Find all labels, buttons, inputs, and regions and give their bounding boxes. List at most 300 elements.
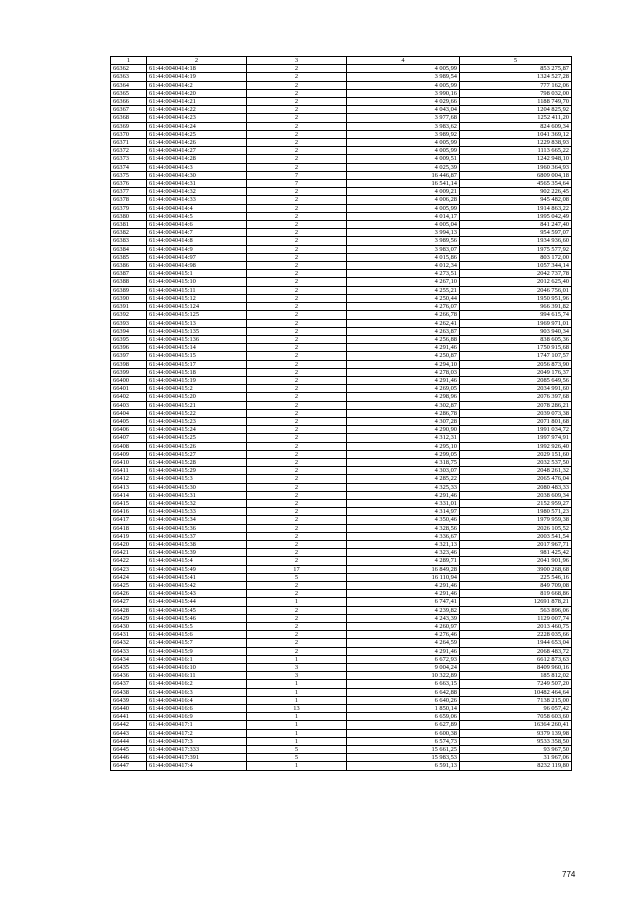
table-cell-col-3: 2 bbox=[247, 376, 347, 384]
table-row bbox=[111, 245, 572, 253]
table-cell-col-4: 4 318,75 bbox=[347, 458, 460, 466]
table-cell-col-3: 2 bbox=[247, 106, 347, 114]
table-cell-col-5: 1944 653,04 bbox=[460, 639, 572, 647]
table-cell-col-4: 4 009,21 bbox=[347, 188, 460, 196]
table-cell-col-5: 1995 042,49 bbox=[460, 212, 572, 220]
table-cell-col-4: 4 005,99 bbox=[347, 147, 460, 155]
table-cell-col-5: 853 275,87 bbox=[460, 65, 572, 73]
table-row bbox=[111, 262, 572, 270]
table-cell-col-1: 66364 bbox=[111, 81, 147, 89]
table-cell-col-1: 66434 bbox=[111, 655, 147, 663]
table-cell-col-1: 66368 bbox=[111, 114, 147, 122]
table-cell-col-3: 2 bbox=[247, 237, 347, 245]
page-number: 774 bbox=[562, 870, 576, 879]
table-cell-col-4: 4 312,31 bbox=[347, 434, 460, 442]
table-cell-col-4: 4 290,90 bbox=[347, 426, 460, 434]
table-cell-col-5: 2017 967,71 bbox=[460, 540, 572, 548]
table-row bbox=[111, 98, 572, 106]
table-row bbox=[111, 147, 572, 155]
table-cell-col-5: 8232 119,80 bbox=[460, 762, 572, 770]
table-cell-col-5: 6809 004,18 bbox=[460, 171, 572, 179]
table-cell-col-5: 2042 737,78 bbox=[460, 270, 572, 278]
table-cell-col-4: 6 627,89 bbox=[347, 721, 460, 729]
table-cell-col-2: 61:44:0040415:17 bbox=[147, 360, 247, 368]
table-cell-col-3: 2 bbox=[247, 557, 347, 565]
table-cell-col-4: 4 267,10 bbox=[347, 278, 460, 286]
table-cell-col-4: 4 325,33 bbox=[347, 483, 460, 491]
table-cell-col-4: 4 307,28 bbox=[347, 417, 460, 425]
table-cell-col-3: 2 bbox=[247, 303, 347, 311]
table-cell-col-5: 1992 926,40 bbox=[460, 442, 572, 450]
table-row bbox=[111, 65, 572, 73]
table-cell-col-4: 6 574,73 bbox=[347, 737, 460, 745]
table-body bbox=[111, 65, 572, 770]
table-row bbox=[111, 130, 572, 138]
table-cell-col-3: 1 bbox=[247, 680, 347, 688]
table-row bbox=[111, 614, 572, 622]
table-cell-col-4: 16 541,14 bbox=[347, 180, 460, 188]
table-row bbox=[111, 582, 572, 590]
table-cell-col-2: 61:44:0040415:34 bbox=[147, 516, 247, 524]
table-cell-col-1: 66408 bbox=[111, 442, 147, 450]
table-cell-col-4: 4 331,01 bbox=[347, 499, 460, 507]
table-cell-col-2: 61:44:0040414:22 bbox=[147, 106, 247, 114]
table-cell-col-2: 61:44:0040415:30 bbox=[147, 483, 247, 491]
table-cell-col-5: 1960 364,93 bbox=[460, 163, 572, 171]
table-cell-col-3: 2 bbox=[247, 130, 347, 138]
table-cell-col-2: 61:44:0040415:33 bbox=[147, 508, 247, 516]
table-row bbox=[111, 73, 572, 81]
table-cell-col-2: 61:44:0040415:26 bbox=[147, 442, 247, 450]
table-row bbox=[111, 590, 572, 598]
table-cell-col-4: 4 005,99 bbox=[347, 81, 460, 89]
table-cell-col-5: 902 226,45 bbox=[460, 188, 572, 196]
table-cell-col-1: 66401 bbox=[111, 385, 147, 393]
table-cell-col-5: 2032 537,50 bbox=[460, 458, 572, 466]
table-cell-col-4: 4 298,96 bbox=[347, 393, 460, 401]
table-cell-col-2: 61:44:0040414:9 bbox=[147, 245, 247, 253]
table-cell-col-3: 2 bbox=[247, 335, 347, 343]
table-cell-col-4: 3 977,68 bbox=[347, 114, 460, 122]
table-cell-col-5: 9533 358,50 bbox=[460, 737, 572, 745]
table-cell-col-3: 2 bbox=[247, 606, 347, 614]
table-cell-col-3: 2 bbox=[247, 221, 347, 229]
table-cell-col-2: 61:44:0040416:3 bbox=[147, 688, 247, 696]
table-cell-col-1: 66384 bbox=[111, 245, 147, 253]
table-row bbox=[111, 376, 572, 384]
table-cell-col-1: 66447 bbox=[111, 762, 147, 770]
table-cell-col-3: 2 bbox=[247, 590, 347, 598]
table-cell-col-2: 61:44:0040415:11 bbox=[147, 286, 247, 294]
table-cell-col-4: 4 043,04 bbox=[347, 106, 460, 114]
table-cell-col-4: 3 983,07 bbox=[347, 245, 460, 253]
table-row bbox=[111, 237, 572, 245]
table-row bbox=[111, 368, 572, 376]
table-cell-col-2: 61:44:0040415:1 bbox=[147, 270, 247, 278]
table-cell-col-3: 2 bbox=[247, 73, 347, 81]
table-cell-col-1: 66441 bbox=[111, 713, 147, 721]
table-cell-col-2: 61:44:0040415:136 bbox=[147, 335, 247, 343]
table-cell-col-2: 61:44:0040414:20 bbox=[147, 89, 247, 97]
table-cell-col-2: 61:44:0040415:32 bbox=[147, 499, 247, 507]
table-cell-col-2: 61:44:0040414:26 bbox=[147, 139, 247, 147]
table-cell-col-3: 2 bbox=[247, 614, 347, 622]
table-cell-col-1: 66420 bbox=[111, 540, 147, 548]
header-col-5: 5 bbox=[460, 57, 572, 65]
table-cell-col-5: 1975 577,92 bbox=[460, 245, 572, 253]
table-cell-col-5: 2068 483,72 bbox=[460, 647, 572, 655]
table-cell-col-4: 4 291,46 bbox=[347, 376, 460, 384]
table-cell-col-4: 4 256,88 bbox=[347, 335, 460, 343]
table-cell-col-5: 2034 991,60 bbox=[460, 385, 572, 393]
table-cell-col-4: 15 661,25 bbox=[347, 746, 460, 754]
table-cell-col-4: 4 005,99 bbox=[347, 139, 460, 147]
table-cell-col-4: 6 600,38 bbox=[347, 729, 460, 737]
table-cell-col-5: 2048 261,32 bbox=[460, 467, 572, 475]
table-cell-col-5: 1969 971,01 bbox=[460, 319, 572, 327]
table-row bbox=[111, 180, 572, 188]
table-cell-col-1: 66411 bbox=[111, 467, 147, 475]
table-cell-col-2: 61:44:0040414:27 bbox=[147, 147, 247, 155]
table-row bbox=[111, 221, 572, 229]
table-cell-col-3: 2 bbox=[247, 499, 347, 507]
table-cell-col-2: 61:44:0040415:38 bbox=[147, 540, 247, 548]
table-cell-col-4: 4 336,67 bbox=[347, 532, 460, 540]
table-cell-col-4: 4 302,87 bbox=[347, 401, 460, 409]
table-cell-col-4: 4 350,46 bbox=[347, 516, 460, 524]
table-cell-col-2: 61:44:0040414:5 bbox=[147, 212, 247, 220]
table-row bbox=[111, 491, 572, 499]
table-cell-col-5: 2065 476,04 bbox=[460, 475, 572, 483]
table-row bbox=[111, 655, 572, 663]
table-cell-col-3: 2 bbox=[247, 434, 347, 442]
table-cell-col-1: 66413 bbox=[111, 483, 147, 491]
table-cell-col-2: 61:44:0040417:4 bbox=[147, 762, 247, 770]
table-cell-col-5: 225 546,16 bbox=[460, 573, 572, 581]
table-cell-col-3: 1 bbox=[247, 696, 347, 704]
table-cell-col-5: 1914 863,22 bbox=[460, 204, 572, 212]
table-cell-col-4: 6 747,41 bbox=[347, 598, 460, 606]
table-cell-col-2: 61:44:0040414:23 bbox=[147, 114, 247, 122]
table-cell-col-4: 16 446,87 bbox=[347, 171, 460, 179]
table-cell-col-3: 2 bbox=[247, 327, 347, 335]
table-cell-col-5: 1980 571,23 bbox=[460, 508, 572, 516]
table-cell-col-1: 66376 bbox=[111, 180, 147, 188]
table-cell-col-1: 66383 bbox=[111, 237, 147, 245]
table-cell-col-2: 61:44:0040415:49 bbox=[147, 565, 247, 573]
table-cell-col-1: 66390 bbox=[111, 294, 147, 302]
table-cell-col-3: 2 bbox=[247, 147, 347, 155]
table-cell-col-1: 66426 bbox=[111, 590, 147, 598]
table-cell-col-3: 1 bbox=[247, 688, 347, 696]
table-cell-col-4: 4 015,86 bbox=[347, 253, 460, 261]
table-cell-col-3: 2 bbox=[247, 540, 347, 548]
table-row bbox=[111, 458, 572, 466]
table-cell-col-4: 4 299,05 bbox=[347, 450, 460, 458]
table-cell-col-4: 4 328,56 bbox=[347, 524, 460, 532]
table-cell-col-2: 61:44:0040415:12 bbox=[147, 294, 247, 302]
table-cell-col-2: 61:44:0040415:135 bbox=[147, 327, 247, 335]
table-cell-col-2: 61:44:0040415:5 bbox=[147, 623, 247, 631]
table-cell-col-5: 1252 411,20 bbox=[460, 114, 572, 122]
table-cell-col-4: 9 004,24 bbox=[347, 664, 460, 672]
table-row bbox=[111, 81, 572, 89]
table-cell-col-3: 2 bbox=[247, 393, 347, 401]
table-cell-col-5: 841 247,40 bbox=[460, 221, 572, 229]
table-row bbox=[111, 573, 572, 581]
table-cell-col-4: 6 640,26 bbox=[347, 696, 460, 704]
table-row bbox=[111, 401, 572, 409]
table-cell-col-3: 2 bbox=[247, 442, 347, 450]
table-cell-col-5: 1129 007,74 bbox=[460, 614, 572, 622]
table-cell-col-3: 2 bbox=[247, 508, 347, 516]
table-cell-col-4: 4 250,44 bbox=[347, 294, 460, 302]
table-cell-col-3: 2 bbox=[247, 122, 347, 130]
table-cell-col-1: 66409 bbox=[111, 450, 147, 458]
table-cell-col-3: 13 bbox=[247, 705, 347, 713]
table-row bbox=[111, 229, 572, 237]
table-row bbox=[111, 442, 572, 450]
table-cell-col-4: 4 291,46 bbox=[347, 582, 460, 590]
table-cell-col-4: 4 269,05 bbox=[347, 385, 460, 393]
table-cell-col-1: 66425 bbox=[111, 582, 147, 590]
table-cell-col-3: 2 bbox=[247, 467, 347, 475]
table-cell-col-1: 66417 bbox=[111, 516, 147, 524]
table-cell-col-5: 824 609,34 bbox=[460, 122, 572, 130]
table-cell-col-5: 1950 951,96 bbox=[460, 294, 572, 302]
table-cell-col-5: 2029 151,60 bbox=[460, 450, 572, 458]
table-cell-col-4: 4 005,99 bbox=[347, 204, 460, 212]
table-cell-col-5: 1979 959,38 bbox=[460, 516, 572, 524]
table-cell-col-4: 6 591,13 bbox=[347, 762, 460, 770]
table-cell-col-5: 994 615,74 bbox=[460, 311, 572, 319]
table-cell-col-2: 61:44:0040416:4 bbox=[147, 696, 247, 704]
table-cell-col-5: 1188 749,70 bbox=[460, 98, 572, 106]
table-row bbox=[111, 286, 572, 294]
table-cell-col-4: 16 849,28 bbox=[347, 565, 460, 573]
table-cell-col-2: 61:44:0040414:7 bbox=[147, 229, 247, 237]
table-row bbox=[111, 532, 572, 540]
table-cell-col-1: 66399 bbox=[111, 368, 147, 376]
table-row bbox=[111, 434, 572, 442]
table-row bbox=[111, 303, 572, 311]
table-cell-col-5: 1747 107,57 bbox=[460, 352, 572, 360]
table-cell-col-3: 1 bbox=[247, 655, 347, 663]
table-cell-col-2: 61:44:0040414:30 bbox=[147, 171, 247, 179]
table-row bbox=[111, 188, 572, 196]
table-cell-col-2: 61:44:0040415:10 bbox=[147, 278, 247, 286]
table-cell-col-3: 2 bbox=[247, 458, 347, 466]
table-cell-col-5: 2056 873,90 bbox=[460, 360, 572, 368]
table-cell-col-1: 66427 bbox=[111, 598, 147, 606]
table-cell-col-5: 981 425,42 bbox=[460, 549, 572, 557]
table-cell-col-3: 2 bbox=[247, 516, 347, 524]
table-cell-col-3: 2 bbox=[247, 409, 347, 417]
table-cell-col-5: 1991 034,72 bbox=[460, 426, 572, 434]
table-cell-col-2: 61:44:0040415:20 bbox=[147, 393, 247, 401]
table-cell-col-5: 798 032,00 bbox=[460, 89, 572, 97]
table-cell-col-2: 61:44:0040415:9 bbox=[147, 647, 247, 655]
table-cell-col-4: 4 273,51 bbox=[347, 270, 460, 278]
table-cell-col-2: 61:44:0040415:25 bbox=[147, 434, 247, 442]
table-cell-col-2: 61:44:0040414:31 bbox=[147, 180, 247, 188]
table-cell-col-5: 9379 139,98 bbox=[460, 729, 572, 737]
table-cell-col-3: 1 bbox=[247, 713, 347, 721]
table-cell-col-3: 2 bbox=[247, 475, 347, 483]
table-cell-col-1: 66400 bbox=[111, 376, 147, 384]
table-row bbox=[111, 360, 572, 368]
table-cell-col-4: 4 294,10 bbox=[347, 360, 460, 368]
table-cell-col-1: 66373 bbox=[111, 155, 147, 163]
table-cell-col-1: 66418 bbox=[111, 524, 147, 532]
table-cell-col-2: 61:44:0040415:39 bbox=[147, 549, 247, 557]
table-cell-col-5: 12691 878,21 bbox=[460, 598, 572, 606]
table-row bbox=[111, 598, 572, 606]
table-row bbox=[111, 467, 572, 475]
table-cell-col-3: 2 bbox=[247, 163, 347, 171]
table-cell-col-3: 2 bbox=[247, 270, 347, 278]
table-cell-col-5: 1324 527,28 bbox=[460, 73, 572, 81]
table-cell-col-2: 61:44:0040415:41 bbox=[147, 573, 247, 581]
table-cell-col-4: 3 983,62 bbox=[347, 122, 460, 130]
table-cell-col-1: 66423 bbox=[111, 565, 147, 573]
table-cell-col-4: 4 260,97 bbox=[347, 623, 460, 631]
table-cell-col-3: 2 bbox=[247, 155, 347, 163]
table-row bbox=[111, 746, 572, 754]
table-row bbox=[111, 540, 572, 548]
table-cell-col-5: 1750 915,68 bbox=[460, 344, 572, 352]
table-cell-col-4: 3 994,13 bbox=[347, 229, 460, 237]
table-cell-col-2: 61:44:0040417:3 bbox=[147, 737, 247, 745]
table-cell-col-4: 3 990,16 bbox=[347, 89, 460, 97]
table-cell-col-4: 4 276,46 bbox=[347, 631, 460, 639]
table-cell-col-3: 2 bbox=[247, 89, 347, 97]
table-cell-col-3: 2 bbox=[247, 483, 347, 491]
table-cell-col-5: 8409 960,16 bbox=[460, 664, 572, 672]
table-cell-col-2: 61:44:0040414:4 bbox=[147, 204, 247, 212]
table-cell-col-4: 4 025,39 bbox=[347, 163, 460, 171]
table-cell-col-4: 6 659,06 bbox=[347, 713, 460, 721]
table-cell-col-2: 61:44:0040415:21 bbox=[147, 401, 247, 409]
table-cell-col-1: 66439 bbox=[111, 696, 147, 704]
table-cell-col-4: 4 014,17 bbox=[347, 212, 460, 220]
table-cell-col-5: 16364 260,41 bbox=[460, 721, 572, 729]
table-cell-col-3: 2 bbox=[247, 114, 347, 122]
table-cell-col-1: 66389 bbox=[111, 286, 147, 294]
table-cell-col-3: 2 bbox=[247, 623, 347, 631]
table-cell-col-2: 61:44:0040415:18 bbox=[147, 368, 247, 376]
table-row bbox=[111, 335, 572, 343]
table-row bbox=[111, 524, 572, 532]
table-cell-col-4: 4 323,46 bbox=[347, 549, 460, 557]
table-row bbox=[111, 450, 572, 458]
table-cell-col-2: 61:44:0040415:43 bbox=[147, 590, 247, 598]
table-cell-col-3: 2 bbox=[247, 647, 347, 655]
table-cell-col-5: 803 172,00 bbox=[460, 253, 572, 261]
table-cell-col-5: 2078 286,21 bbox=[460, 401, 572, 409]
table-cell-col-5: 1041 369,12 bbox=[460, 130, 572, 138]
table-cell-col-4: 4 291,46 bbox=[347, 491, 460, 499]
table-cell-col-4: 4 314,97 bbox=[347, 508, 460, 516]
table-cell-col-1: 66396 bbox=[111, 344, 147, 352]
table-cell-col-3: 2 bbox=[247, 278, 347, 286]
table-cell-col-4: 10 322,89 bbox=[347, 672, 460, 680]
table-cell-col-5: 96 057,42 bbox=[460, 705, 572, 713]
table-cell-col-3: 1 bbox=[247, 729, 347, 737]
table-cell-col-5: 93 967,50 bbox=[460, 746, 572, 754]
table-cell-col-5: 2080 483,33 bbox=[460, 483, 572, 491]
table-cell-col-2: 61:44:0040415:31 bbox=[147, 491, 247, 499]
table-cell-col-1: 66429 bbox=[111, 614, 147, 622]
table-cell-col-1: 66362 bbox=[111, 65, 147, 73]
table-cell-col-4: 4 291,46 bbox=[347, 590, 460, 598]
table-cell-col-2: 61:44:0040415:37 bbox=[147, 532, 247, 540]
table-cell-col-1: 66393 bbox=[111, 319, 147, 327]
table-cell-col-4: 4 262,41 bbox=[347, 319, 460, 327]
table-cell-col-4: 4 276,07 bbox=[347, 303, 460, 311]
table-row bbox=[111, 106, 572, 114]
table-cell-col-1: 66438 bbox=[111, 688, 147, 696]
table-row bbox=[111, 475, 572, 483]
table-cell-col-2: 61:44:0040414:98 bbox=[147, 262, 247, 270]
table-row bbox=[111, 212, 572, 220]
table-cell-col-3: 2 bbox=[247, 196, 347, 204]
table-cell-col-4: 4 005,99 bbox=[347, 65, 460, 73]
table-cell-col-2: 61:44:0040415:19 bbox=[147, 376, 247, 384]
table-cell-col-3: 2 bbox=[247, 344, 347, 352]
header-row bbox=[111, 57, 572, 65]
table-cell-col-2: 61:44:0040417:1 bbox=[147, 721, 247, 729]
table-cell-col-1: 66379 bbox=[111, 204, 147, 212]
table-cell-col-2: 61:44:0040417:391 bbox=[147, 754, 247, 762]
table-cell-col-4: 4 289,71 bbox=[347, 557, 460, 565]
table-row bbox=[111, 409, 572, 417]
table-cell-col-5: 2076 397,68 bbox=[460, 393, 572, 401]
table-cell-col-4: 4 263,87 bbox=[347, 327, 460, 335]
table-row bbox=[111, 516, 572, 524]
table-cell-col-1: 66363 bbox=[111, 73, 147, 81]
table-cell-col-1: 66432 bbox=[111, 639, 147, 647]
table-cell-col-4: 4 255,21 bbox=[347, 286, 460, 294]
table-cell-col-5: 838 605,36 bbox=[460, 335, 572, 343]
table-cell-col-5: 7058 603,60 bbox=[460, 713, 572, 721]
table-cell-col-5: 7138 215,00 bbox=[460, 696, 572, 704]
table-cell-col-2: 61:44:0040414:25 bbox=[147, 130, 247, 138]
table-row bbox=[111, 680, 572, 688]
table-cell-col-2: 61:44:0040416:9 bbox=[147, 713, 247, 721]
table-row bbox=[111, 664, 572, 672]
table-cell-col-5: 2012 625,40 bbox=[460, 278, 572, 286]
table-cell-col-1: 66382 bbox=[111, 229, 147, 237]
table-row bbox=[111, 557, 572, 565]
table-cell-col-3: 5 bbox=[247, 754, 347, 762]
table-cell-col-3: 7 bbox=[247, 180, 347, 188]
table-cell-col-1: 66370 bbox=[111, 130, 147, 138]
table-cell-col-1: 66392 bbox=[111, 311, 147, 319]
table-cell-col-1: 66437 bbox=[111, 680, 147, 688]
table-cell-col-1: 66440 bbox=[111, 705, 147, 713]
table-cell-col-1: 66404 bbox=[111, 409, 147, 417]
table-cell-col-1: 66442 bbox=[111, 721, 147, 729]
table-cell-col-1: 66406 bbox=[111, 426, 147, 434]
table-cell-col-3: 2 bbox=[247, 81, 347, 89]
table-cell-col-1: 66395 bbox=[111, 335, 147, 343]
table-cell-col-4: 1 850,14 bbox=[347, 705, 460, 713]
table-cell-col-4: 4 264,59 bbox=[347, 639, 460, 647]
table-cell-col-3: 2 bbox=[247, 245, 347, 253]
table-cell-col-2: 61:44:0040416:6 bbox=[147, 705, 247, 713]
table-cell-col-5: 2038 609,34 bbox=[460, 491, 572, 499]
